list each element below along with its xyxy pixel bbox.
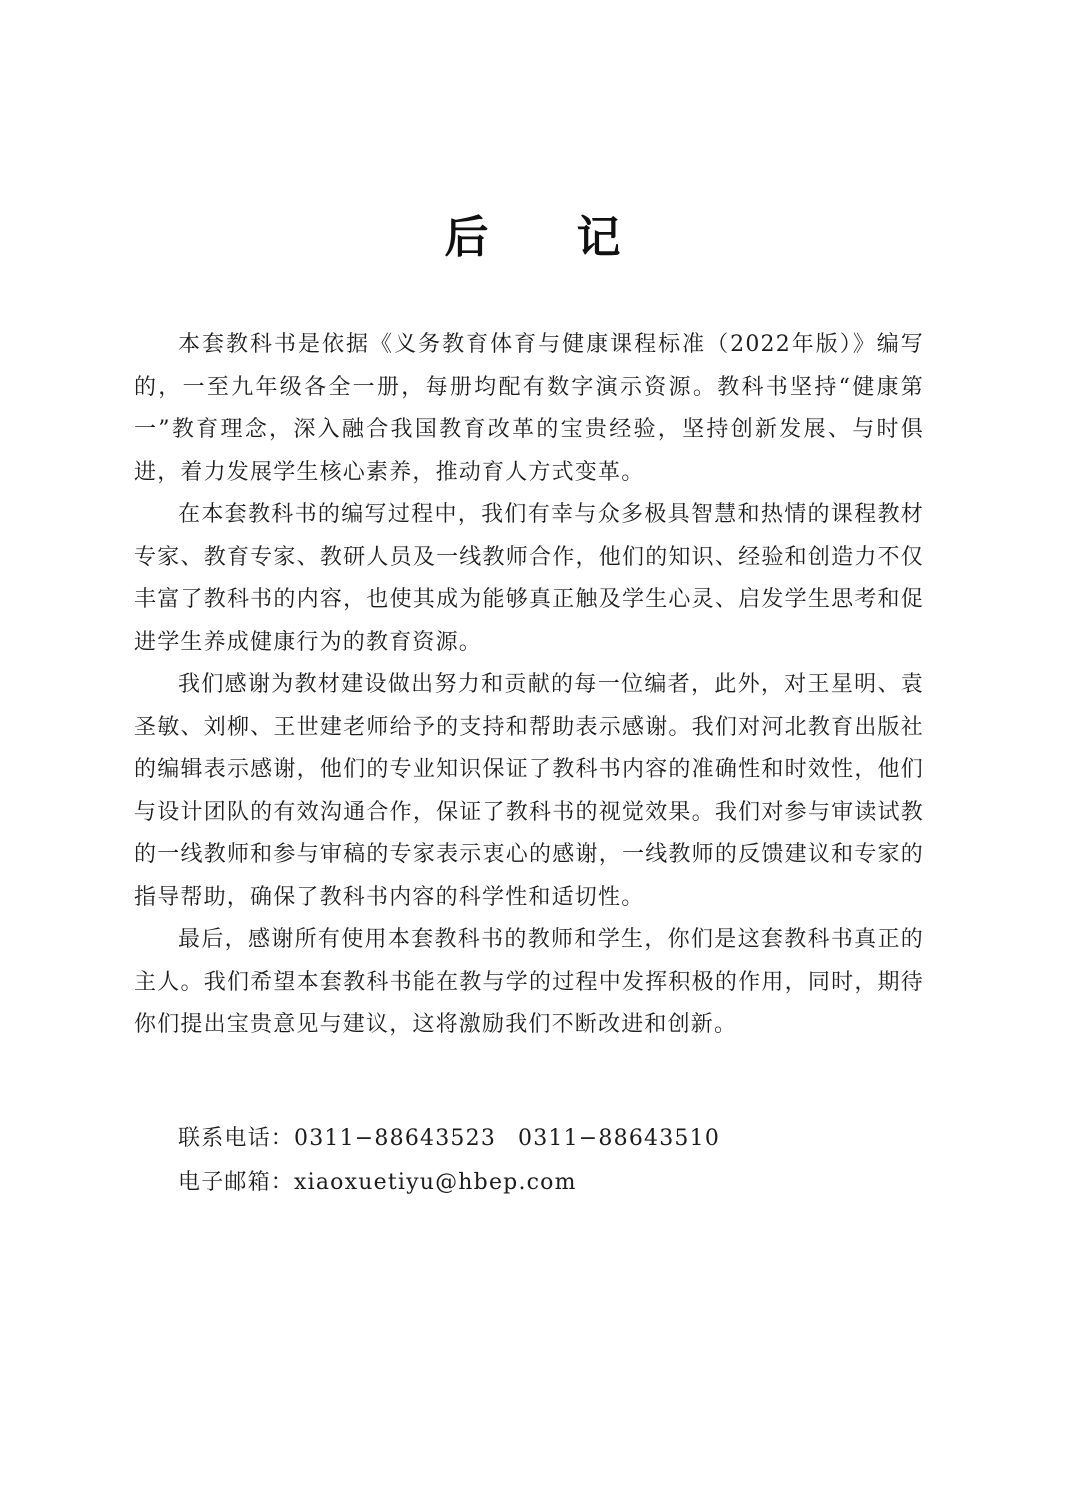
phone-line [178,1117,918,1161]
contact-info [178,1117,918,1205]
phone-label: 联系电话： [178,1126,295,1151]
paragraph-acknowledgements: 我们感谢为教材建设做出努力和贡献的每一位编者，此外，对王星明、袁圣敏、刘柳、王世建老师给予的支持和帮助表示感谢。我们对河北教育出版社的编辑表示感谢，他们的专业知识保证了教科书内容的准确性和时效性，他们与设计团队的有效沟通合作，保证了教科书的视觉效果。我们对参与审读试教的一线教师和参与审稿的专家表示衷心的感谢，一线教师的反馈建议和专家的指导帮助，确保了教科书内容的科学性和适切性。 [134,672,924,910]
email-address: xiaoxuetiyu@hbep.com [294,1170,577,1195]
paragraph-intro: 本套教科书是依据《义务教育体育与健康课程标准（2022年版）》编写的，一至九年级各全一册，每册均配有数字演示资源。教科书坚持“健康第一”教育理念，深入融合我国教育改革的宝贵经验，坚持创新发展、与时俱进，着力发展学生核心素养，推动育人方式变革。 [134,332,924,485]
email-line [178,1161,918,1205]
paragraph-collaboration: 在本套教科书的编写过程中，我们有幸与众多极具智慧和热情的课程教材专家、教育专家、教研人员及一线教师合作，他们的知识、经验和创造力不仅丰富了教科书的内容，也使其成为能够真正触及学生心灵、启发学生思考和促进学生养成健康行为的教育资源。 [134,502,924,655]
phone-number-2: 0311−88643510 [518,1126,721,1151]
email-label: 电子邮箱： [178,1170,295,1195]
phone-number-1: 0311−88643523 [294,1126,497,1151]
paragraph-closing: 最后，感谢所有使用本套教科书的教师和学生，你们是这套教科书真正的主人。我们希望本套教科书能在教与学的过程中发挥积极的作用，同时，期待你们提出宝贵意见与建议，这将激励我们不断改进和创新。 [134,927,924,1037]
page-title: 后记 [444,212,709,263]
afterword-body [134,324,924,1047]
